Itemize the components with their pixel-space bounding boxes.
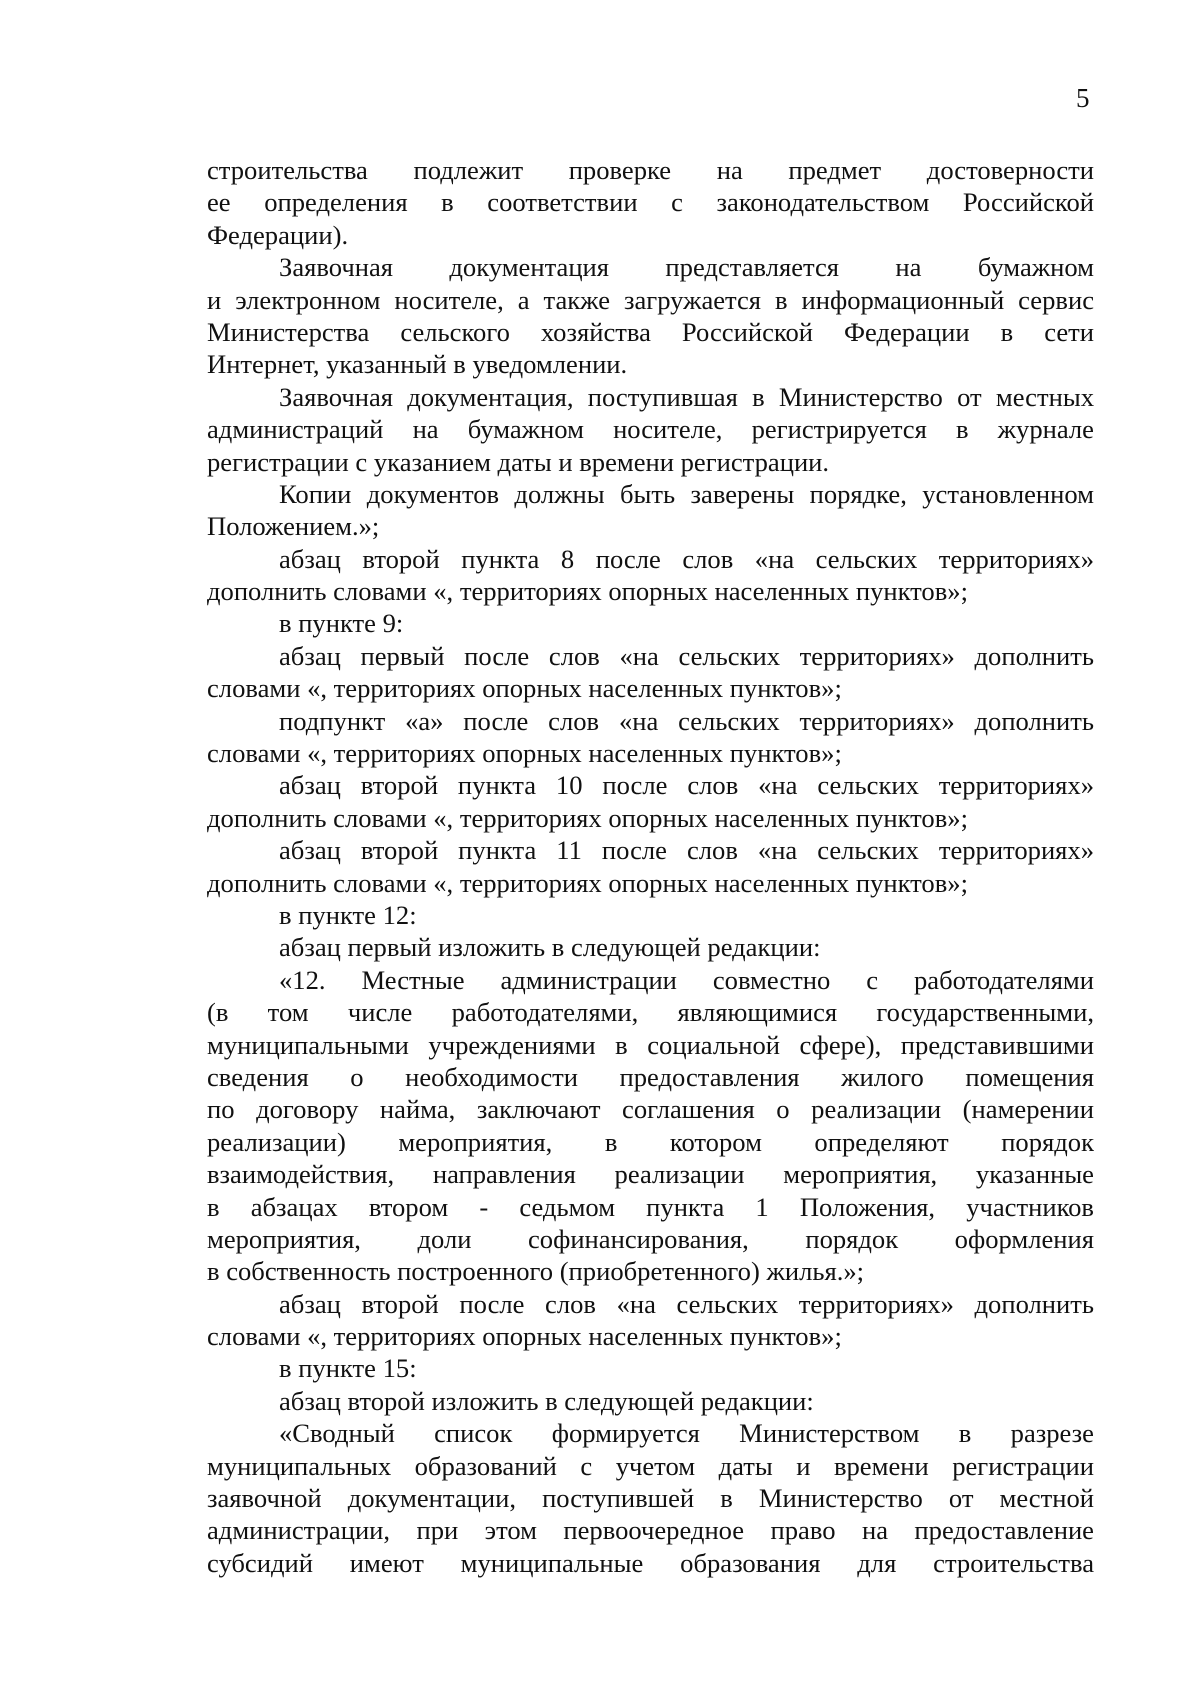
text-line: абзац второй пункта 8 после слов «на сельских территориях» [279,543,1094,574]
text-line: в пункте 15: [279,1353,417,1384]
text-line: реализации) мероприятия, в котором определяют порядок [207,1126,1094,1157]
text-line: и электронном носителе, а также загружается в информационный сервис [207,284,1094,315]
text-line: регистрации с указанием даты и времени регистрации. [207,446,830,477]
text-line: Положением.»; [207,511,380,542]
text-line: дополнить словами «, территориях опорных населенных пунктов»; [207,867,968,898]
text-line: мероприятия, доли софинансирования, порядок оформления [207,1223,1094,1254]
text-line: подпункт «а» после слов «на сельских территориях» дополнить [279,705,1094,736]
text-line: абзац первый изложить в следующей редакции: [279,932,821,963]
text-line: словами «, территориях опорных населенных пунктов»; [207,738,842,769]
text-line: словами «, территориях опорных населенных пунктов»; [207,673,842,704]
text-line: абзац второй пункта 10 после слов «на сельских территориях» [279,770,1094,801]
text-line: дополнить словами «, территориях опорных населенных пунктов»; [207,802,968,833]
text-line: строительства подлежит проверке на предмет достоверности [207,155,1094,185]
text-line: муниципальных образований с учетом даты и времени регистрации [207,1450,1094,1481]
text-line: Заявочная документация, поступившая в Министерство от местных [279,381,1094,412]
text-line: абзац второй пункта 11 после слов «на сельских территориях» [279,835,1094,866]
text-line: по договору найма, заключают соглашения о реализации (намерении [207,1094,1094,1125]
text-line: (в том числе работодателями, являющимися государственными, [207,997,1094,1028]
document-text-body [207,154,1094,1579]
text-line: дополнить словами «, территориях опорных населенных пунктов»; [207,576,968,607]
text-line: заявочной документации, поступившей в Министерство от местной [207,1483,1094,1514]
text-line: Интернет, указанный в уведомлении. [207,349,628,380]
text-line: Министерства сельского хозяйства Российской Федерации в сети [207,316,1094,347]
text-line: абзац первый после слов «на сельских территориях» дополнить [279,640,1094,671]
text-line: в пункте 12: [279,899,417,930]
text-line: администраций на бумажном носителе, регистрируется в журнале [207,414,1094,445]
text-line: Заявочная документация представляется на бумажном [279,252,1094,283]
text-line: ее определения в соответствии с законодательством Российской [207,187,1094,218]
text-line: словами «, территориях опорных населенных пунктов»; [207,1321,842,1352]
text-line: муниципальными учреждениями в социальной сфере), представившими [207,1029,1094,1060]
text-line: взаимодействия, направления реализации мероприятия, указанные [207,1159,1094,1190]
text-line: абзац второй после слов «на сельских территориях» дополнить [279,1288,1094,1319]
text-line: субсидий имеют муниципальные образования для строительства [207,1547,1094,1578]
text-line: в пункте 9: [279,608,404,639]
text-line: абзац второй изложить в следующей редакции: [279,1385,814,1416]
text-line: «12. Местные администрации совместно с работодателями [279,964,1094,995]
text-line: администрации, при этом первоочередное право на предоставление [207,1515,1094,1546]
text-line: Копии документов должны быть заверены порядке, установленном [279,478,1094,509]
text-line: Федерации). [207,219,349,250]
text-line: в собственность построенного (приобретенного) жилья.»; [207,1256,865,1287]
text-line: в абзацах втором - седьмом пункта 1 Положения, участников [207,1191,1094,1222]
page-number: 5 [1076,83,1090,113]
text-line: «Сводный список формируется Министерством в разрезе [279,1418,1094,1449]
text-line: сведения о необходимости предоставления жилого помещения [207,1061,1094,1092]
